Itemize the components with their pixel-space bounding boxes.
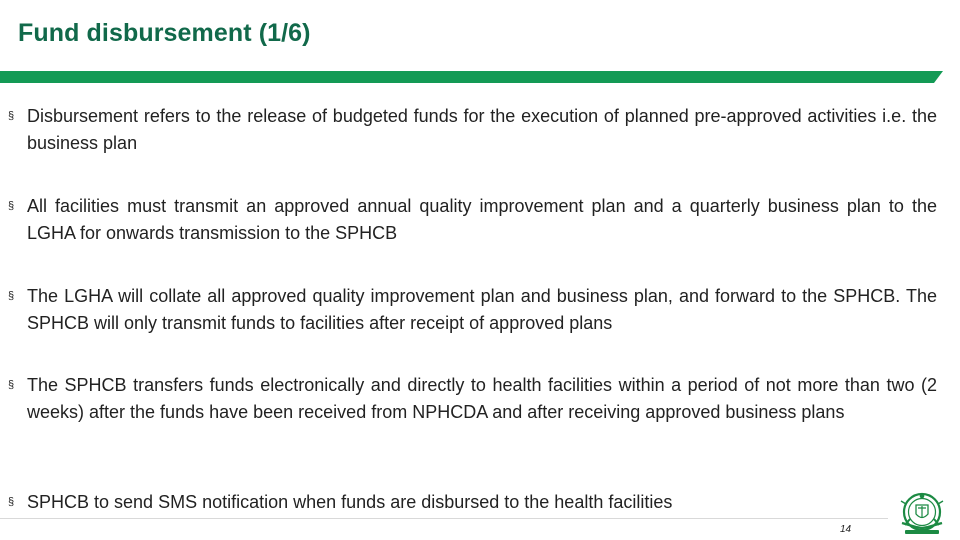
title-accent-bar	[0, 71, 943, 83]
bullet-text: Disbursement refers to the release of budgeted funds for the execution of planned pre-approved activities i.e. the business plan	[27, 106, 937, 153]
bullet-marker-icon: §	[8, 290, 15, 302]
bullet-item	[7, 489, 937, 516]
bullet-text: All facilities must transmit an approved annual quality improvement plan and a quarterly business plan to the LGHA for onwards transmission to the SPHCB	[27, 196, 937, 243]
bullet-text: SPHCB to send SMS notification when funds are disbursed to the health facilities	[27, 492, 673, 512]
bullet-marker-icon: §	[8, 200, 15, 212]
slide-title: Fund disbursement (1/6)	[18, 19, 311, 47]
footer-divider	[0, 518, 888, 519]
bullet-text: The LGHA will collate all approved quality improvement plan and business plan, and forward to the SPHCB. The SPHCB will only transmit funds to facilities after receipt of approved plans	[27, 286, 937, 333]
coat-of-arms-seal-icon	[892, 490, 952, 540]
page-number: 14	[840, 524, 852, 535]
bullet-marker-icon: §	[8, 379, 15, 391]
bullet-item	[7, 283, 937, 336]
bullet-item	[7, 372, 937, 425]
bullet-text: The SPHCB transfers funds electronically and directly to health facilities within a period of not more than two (2 weeks) after the funds have been received from NPHCDA and after receiving approved business plans	[27, 375, 937, 422]
bullet-item	[7, 193, 937, 246]
bullet-marker-icon: §	[8, 496, 15, 508]
bullet-marker-icon: §	[8, 110, 15, 122]
bullet-item	[7, 103, 937, 156]
